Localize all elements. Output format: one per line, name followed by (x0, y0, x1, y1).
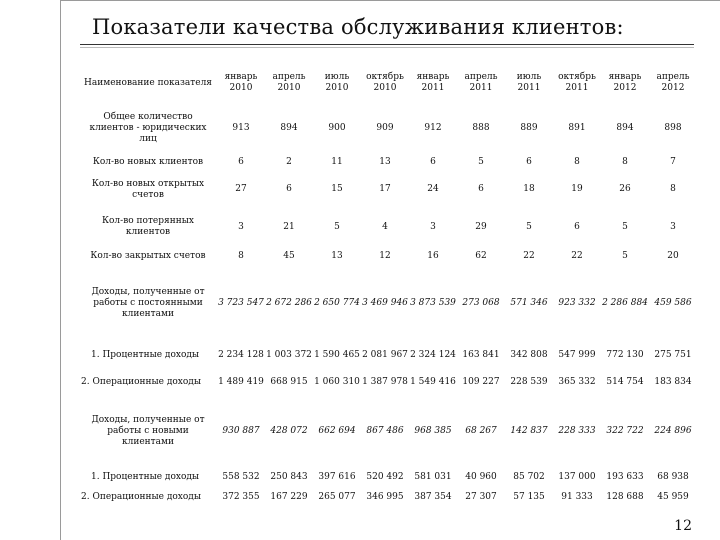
table-cell: 45 959 (657, 491, 689, 502)
header-col (649, 63, 697, 103)
row-label: Доходы, полученные от работы с новыми клиентами (91, 414, 205, 447)
header-col (217, 63, 265, 103)
header-col (553, 63, 601, 103)
table-cell: 1 549 416 (410, 376, 456, 387)
header-month: октябрь (558, 72, 596, 82)
table-cell: 520 492 (366, 471, 404, 482)
slide-frame-top (60, 0, 720, 1)
table-cell: 912 (424, 123, 442, 133)
table-cell: 909 (376, 123, 394, 133)
table-cell: 459 586 (654, 298, 692, 308)
table-cell: 2 286 884 (602, 298, 648, 308)
table-cell: 163 841 (462, 349, 500, 360)
table-cell: 1 003 372 (266, 349, 312, 360)
table-cell: 62 (475, 250, 487, 261)
table-cell: 142 837 (510, 425, 548, 436)
table-cell: 5 (622, 221, 628, 232)
title-underline-shadow (80, 47, 694, 48)
table-cell: 387 354 (414, 491, 452, 502)
table-cell: 2 650 774 (314, 298, 360, 308)
header-col (601, 63, 649, 103)
header-year: 2012 (661, 83, 685, 93)
row-label: 2. Операционные доходы (81, 491, 201, 502)
header-year: 2012 (613, 83, 637, 93)
header-year: 2011 (469, 83, 493, 93)
table-cell: 273 068 (462, 298, 500, 308)
header-month: июль (516, 72, 542, 82)
table-row (79, 103, 697, 154)
table-cell: 3 469 946 (362, 298, 408, 308)
table-cell: 1 590 465 (314, 349, 360, 360)
table-cell: 4 (382, 221, 388, 232)
table-cell: 3 (238, 221, 244, 232)
header-year: 2010 (229, 83, 253, 93)
header-year: 2011 (421, 83, 445, 93)
row-label: Кол-во закрытых счетов (90, 250, 206, 261)
table-cell: 228 539 (510, 376, 548, 387)
table-cell: 772 130 (606, 349, 644, 360)
header-year: 2010 (325, 83, 349, 93)
header-year: 2010 (373, 83, 397, 93)
row-label: 1. Процентные доходы (91, 471, 200, 482)
table-cell: 397 616 (318, 471, 356, 482)
table-cell: 923 332 (558, 298, 596, 308)
table-cell: 5 (526, 221, 532, 232)
table-cell: 18 (523, 184, 535, 194)
table-cell: 968 385 (414, 425, 452, 436)
table-cell: 24 (427, 184, 439, 194)
table-row (79, 341, 697, 369)
header-col (265, 63, 313, 103)
table-cell: 888 (472, 123, 490, 133)
row-label: 2. Операционные доходы (81, 376, 201, 387)
table-cell: 894 (280, 123, 298, 133)
header-month: октябрь (366, 72, 404, 82)
table-cell: 3 (430, 221, 436, 232)
header-year: 2010 (277, 83, 301, 93)
table-cell: 11 (331, 157, 343, 167)
table-cell: 128 688 (606, 491, 644, 502)
table-cell: 514 754 (606, 376, 644, 387)
table-cell: 26 (619, 184, 631, 194)
table-cell: 250 843 (270, 471, 308, 482)
table-cell: 372 355 (222, 491, 260, 502)
table-cell: 228 333 (558, 425, 596, 436)
row-label: 1. Процентные доходы (91, 349, 200, 360)
table-row (79, 487, 697, 507)
table-cell: 15 (331, 184, 343, 194)
header-month: январь (608, 72, 642, 82)
table-cell: 224 896 (654, 425, 692, 436)
table-cell: 20 (667, 250, 679, 261)
table-cell: 668 915 (270, 376, 308, 387)
table-cell: 167 229 (270, 491, 308, 502)
table-cell: 68 938 (657, 471, 689, 482)
header-col (361, 63, 409, 103)
header-year: 2011 (565, 83, 589, 93)
table-cell: 85 702 (513, 471, 545, 482)
table-cell: 3 873 539 (410, 298, 456, 308)
table-cell: 22 (571, 250, 583, 261)
table-cell: 265 077 (318, 491, 356, 502)
table-cell: 6 (478, 184, 484, 194)
table-cell: 867 486 (366, 425, 404, 436)
table-cell: 137 000 (558, 471, 596, 482)
table-cell: 13 (379, 157, 391, 167)
header-month: апрель (656, 72, 690, 82)
table-cell: 45 (283, 250, 295, 261)
table-row (79, 467, 697, 487)
table-cell: 6 (238, 157, 244, 167)
header-col (457, 63, 505, 103)
table-cell: 428 072 (270, 425, 308, 436)
table-cell: 2 081 967 (362, 349, 408, 360)
table-cell: 57 135 (513, 491, 545, 502)
table-cell: 6 (286, 184, 292, 194)
header-month: январь (416, 72, 450, 82)
row-label: Кол-во потерянных клиентов (102, 216, 194, 237)
header-col (505, 63, 553, 103)
table-cell: 12 (379, 250, 391, 261)
table-row (79, 395, 697, 467)
table-cell: 558 532 (222, 471, 260, 482)
table-cell: 322 722 (606, 425, 644, 436)
table-cell: 7 (670, 157, 676, 167)
table-cell: 547 999 (558, 349, 596, 360)
table-row (79, 266, 697, 341)
table-cell: 1 060 310 (314, 376, 360, 387)
row-label: Доходы, полученные от работы с постоянными клиентами (91, 287, 205, 319)
table-cell: 8 (574, 157, 580, 167)
table-cell: 662 694 (318, 425, 356, 436)
row-label: Кол-во новых клиентов (92, 157, 204, 167)
header-month: апрель (272, 72, 306, 82)
table-cell: 17 (379, 184, 391, 194)
table-cell: 5 (622, 250, 628, 261)
table-cell: 68 267 (465, 425, 497, 436)
table-cell: 27 307 (465, 491, 497, 502)
table-cell: 581 031 (414, 471, 452, 482)
table-cell: 27 (235, 184, 247, 194)
table-cell: 275 751 (654, 349, 692, 360)
table-cell: 3 723 547 (218, 298, 264, 308)
table-cell: 8 (670, 184, 676, 194)
quality-indicators-table (79, 63, 697, 507)
header-month: июль (324, 72, 350, 82)
table-cell: 6 (574, 221, 580, 232)
table-cell: 2 (286, 157, 292, 167)
header-col (409, 63, 457, 103)
table-cell: 13 (331, 250, 343, 261)
table-cell: 5 (478, 157, 484, 167)
page-number: 12 (674, 518, 692, 534)
table-cell: 8 (622, 157, 628, 167)
table-cell: 91 333 (561, 491, 593, 502)
table-cell: 913 (232, 123, 250, 133)
table-cell: 6 (430, 157, 436, 167)
table-cell: 898 (664, 123, 682, 133)
table-cell: 891 (568, 123, 586, 133)
table-row (79, 208, 697, 246)
header-row (79, 63, 697, 103)
table-cell: 193 633 (606, 471, 644, 482)
table-row (79, 154, 697, 171)
table-cell: 930 887 (222, 425, 260, 436)
table-cell: 894 (616, 123, 634, 133)
table-cell: 6 (526, 157, 532, 167)
table-cell: 8 (238, 250, 244, 261)
table-cell: 346 995 (366, 491, 404, 502)
table-cell: 571 346 (510, 298, 548, 308)
table-cell: 889 (520, 123, 538, 133)
table-cell: 22 (523, 250, 535, 261)
table-cell: 3 (670, 221, 676, 232)
header-col (313, 63, 361, 103)
table-cell: 2 234 128 (218, 349, 264, 360)
header-year: 2011 (517, 83, 541, 93)
table-cell: 16 (427, 250, 439, 261)
table-cell: 1 489 419 (218, 376, 264, 387)
page-title: Показатели качества обслуживания клиентов: (92, 15, 624, 39)
table-cell: 2 324 124 (410, 349, 456, 360)
title-underline (80, 44, 694, 45)
table-row (79, 246, 697, 266)
table-cell: 21 (283, 221, 295, 232)
header-label: Наименование показателя (84, 77, 212, 88)
table-row (79, 171, 697, 208)
table-row (79, 369, 697, 395)
table-cell: 900 (328, 123, 346, 133)
table-cell: 183 834 (654, 376, 692, 387)
row-label: Кол-во новых открытых счетов (91, 178, 205, 200)
slide-frame-left (60, 0, 61, 540)
table-cell: 29 (475, 221, 487, 232)
header-month: апрель (464, 72, 498, 82)
table-cell: 1 387 978 (362, 376, 408, 387)
header-month: январь (224, 72, 258, 82)
table-cell: 109 227 (462, 376, 500, 387)
table-cell: 5 (334, 221, 340, 232)
row-label: Общее количество клиентов - юридических лиц (89, 112, 207, 144)
table-cell: 2 672 286 (266, 298, 312, 308)
table-cell: 19 (571, 184, 583, 194)
table-cell: 365 332 (558, 376, 596, 387)
table-cell: 342 808 (510, 349, 548, 360)
table-cell: 40 960 (465, 471, 497, 482)
